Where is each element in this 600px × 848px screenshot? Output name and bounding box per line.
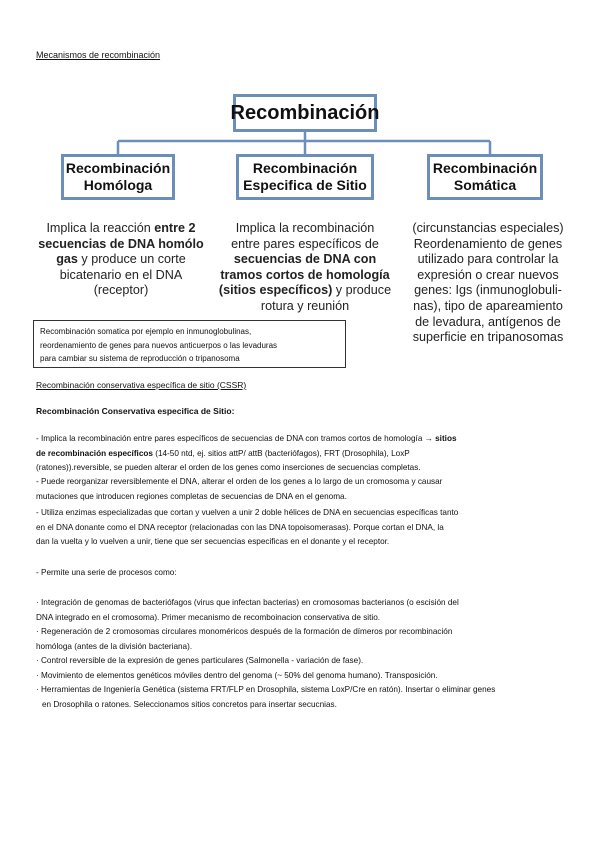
desc-homologa: Implica la reacción entre 2 secuencias de DNA homólo gas y produce un corte bicatenario en el DNA (receptor) [38, 221, 204, 298]
bullet-list [36, 596, 495, 712]
desc-somatica: (circunstancias especiales) Reordenamiento de genes utilizado para controlar la expresión o crear nuevos genes: Igs (inmunoglobuli- nas), tipo de apareamiento de levadura, antígenos de superficie en tripanosomas [412, 221, 564, 345]
page-title: Mecanismos de recombinación [36, 50, 161, 60]
box-recombinacion-homologa: Recombinación Homóloga [61, 154, 175, 200]
section-heading: Recombinación Conservativa especifica de Sitio: [36, 406, 235, 416]
paragraph-3: - Utiliza enzimas especializadas que cortan y vuelven a unir 2 doble hélices de DNA en secuencias específicas tanto en el DNA donante como el DNA receptor (relacionadas con las DNA topoisomerasas). Porque cortan el DNA, la dan la vuelta y lo vuelven a unir, tiene que ser secuencias especificas en el donante y el receptor. [36, 508, 459, 546]
list-item: · Herramientas de Ingeniería Genética (sistema FRT/FLP en Drosophila, sistema LoxP/Cre en ratón). Insertar o eliminar genes [36, 685, 496, 694]
paragraph-1: - Implica la recombinación entre pares específicos de secuencias de DNA con tramos cortos de homología → sitios de recombinación específicos (14-50 ntd, ej. sitios attP/ attB (bacteriófagos), FRT (Drosophila), LoxP (ratones)).reversible, se pueden alterar el orden de los genes como inserciones de secuencias completas. [36, 434, 457, 472]
list-item: homóloga (antes de la división bacteriana). [36, 641, 193, 651]
paragraph-4: - Permite una serie de procesos como: [36, 568, 177, 577]
list-item: DNA integrado en el cromosoma). Primer mecanismo de recomboinacion conservativa de sitio. [36, 612, 381, 622]
diagram-root: Recombinación [233, 94, 377, 132]
paragraph-2: - Puede reorganizar reversiblemente el DNA, alterar el orden de los genes a lo largo de un cromosoma y causar mutaciones que introducen regiones completas de secuencias de DNA en el genoma. [36, 477, 443, 501]
list-item: · Regeneración de 2 cromosomas circulares monoméricos después de la formación de dímeros por recombinación [36, 627, 453, 636]
box-recombinacion-especifica-sitio: Recombinación Especifica de Sitio [236, 154, 374, 200]
list-item: · Movimiento de elementos genéticos móviles dentro del genoma (~ 50% del genoma humano). Transposición. [36, 670, 438, 680]
desc-especifica-sitio: Implica la recombinación entre pares específicos de secuencias de DNA con tramos cortos de homología (sitios específicos) y produce rotura y reunión [218, 221, 392, 313]
section-subtitle: Recombinación conservativa específica de sitio (CSSR) [36, 380, 247, 390]
list-item: · Integración de genomas de bacteriófagos (virus que infectan bacterias) en cromosomas bacterianos (o escisión del [36, 598, 459, 607]
list-item: · Control reversible de la expresión de genes particulares (Salmonella - variación de fase). [36, 656, 364, 665]
note-box: Recombinación somatica por ejemplo en inmunoglobulinas, reordenamiento de genes para nuevos anticuerpos o las levaduras para cambiar su sistema de reproducción o tripanosoma [33, 320, 346, 368]
box-recombinacion-somatica: Recombinación Somática [427, 154, 543, 200]
list-item: en Drosophila o ratones. Seleccionamos sitios concretos para insertar secucnias. [42, 699, 337, 709]
